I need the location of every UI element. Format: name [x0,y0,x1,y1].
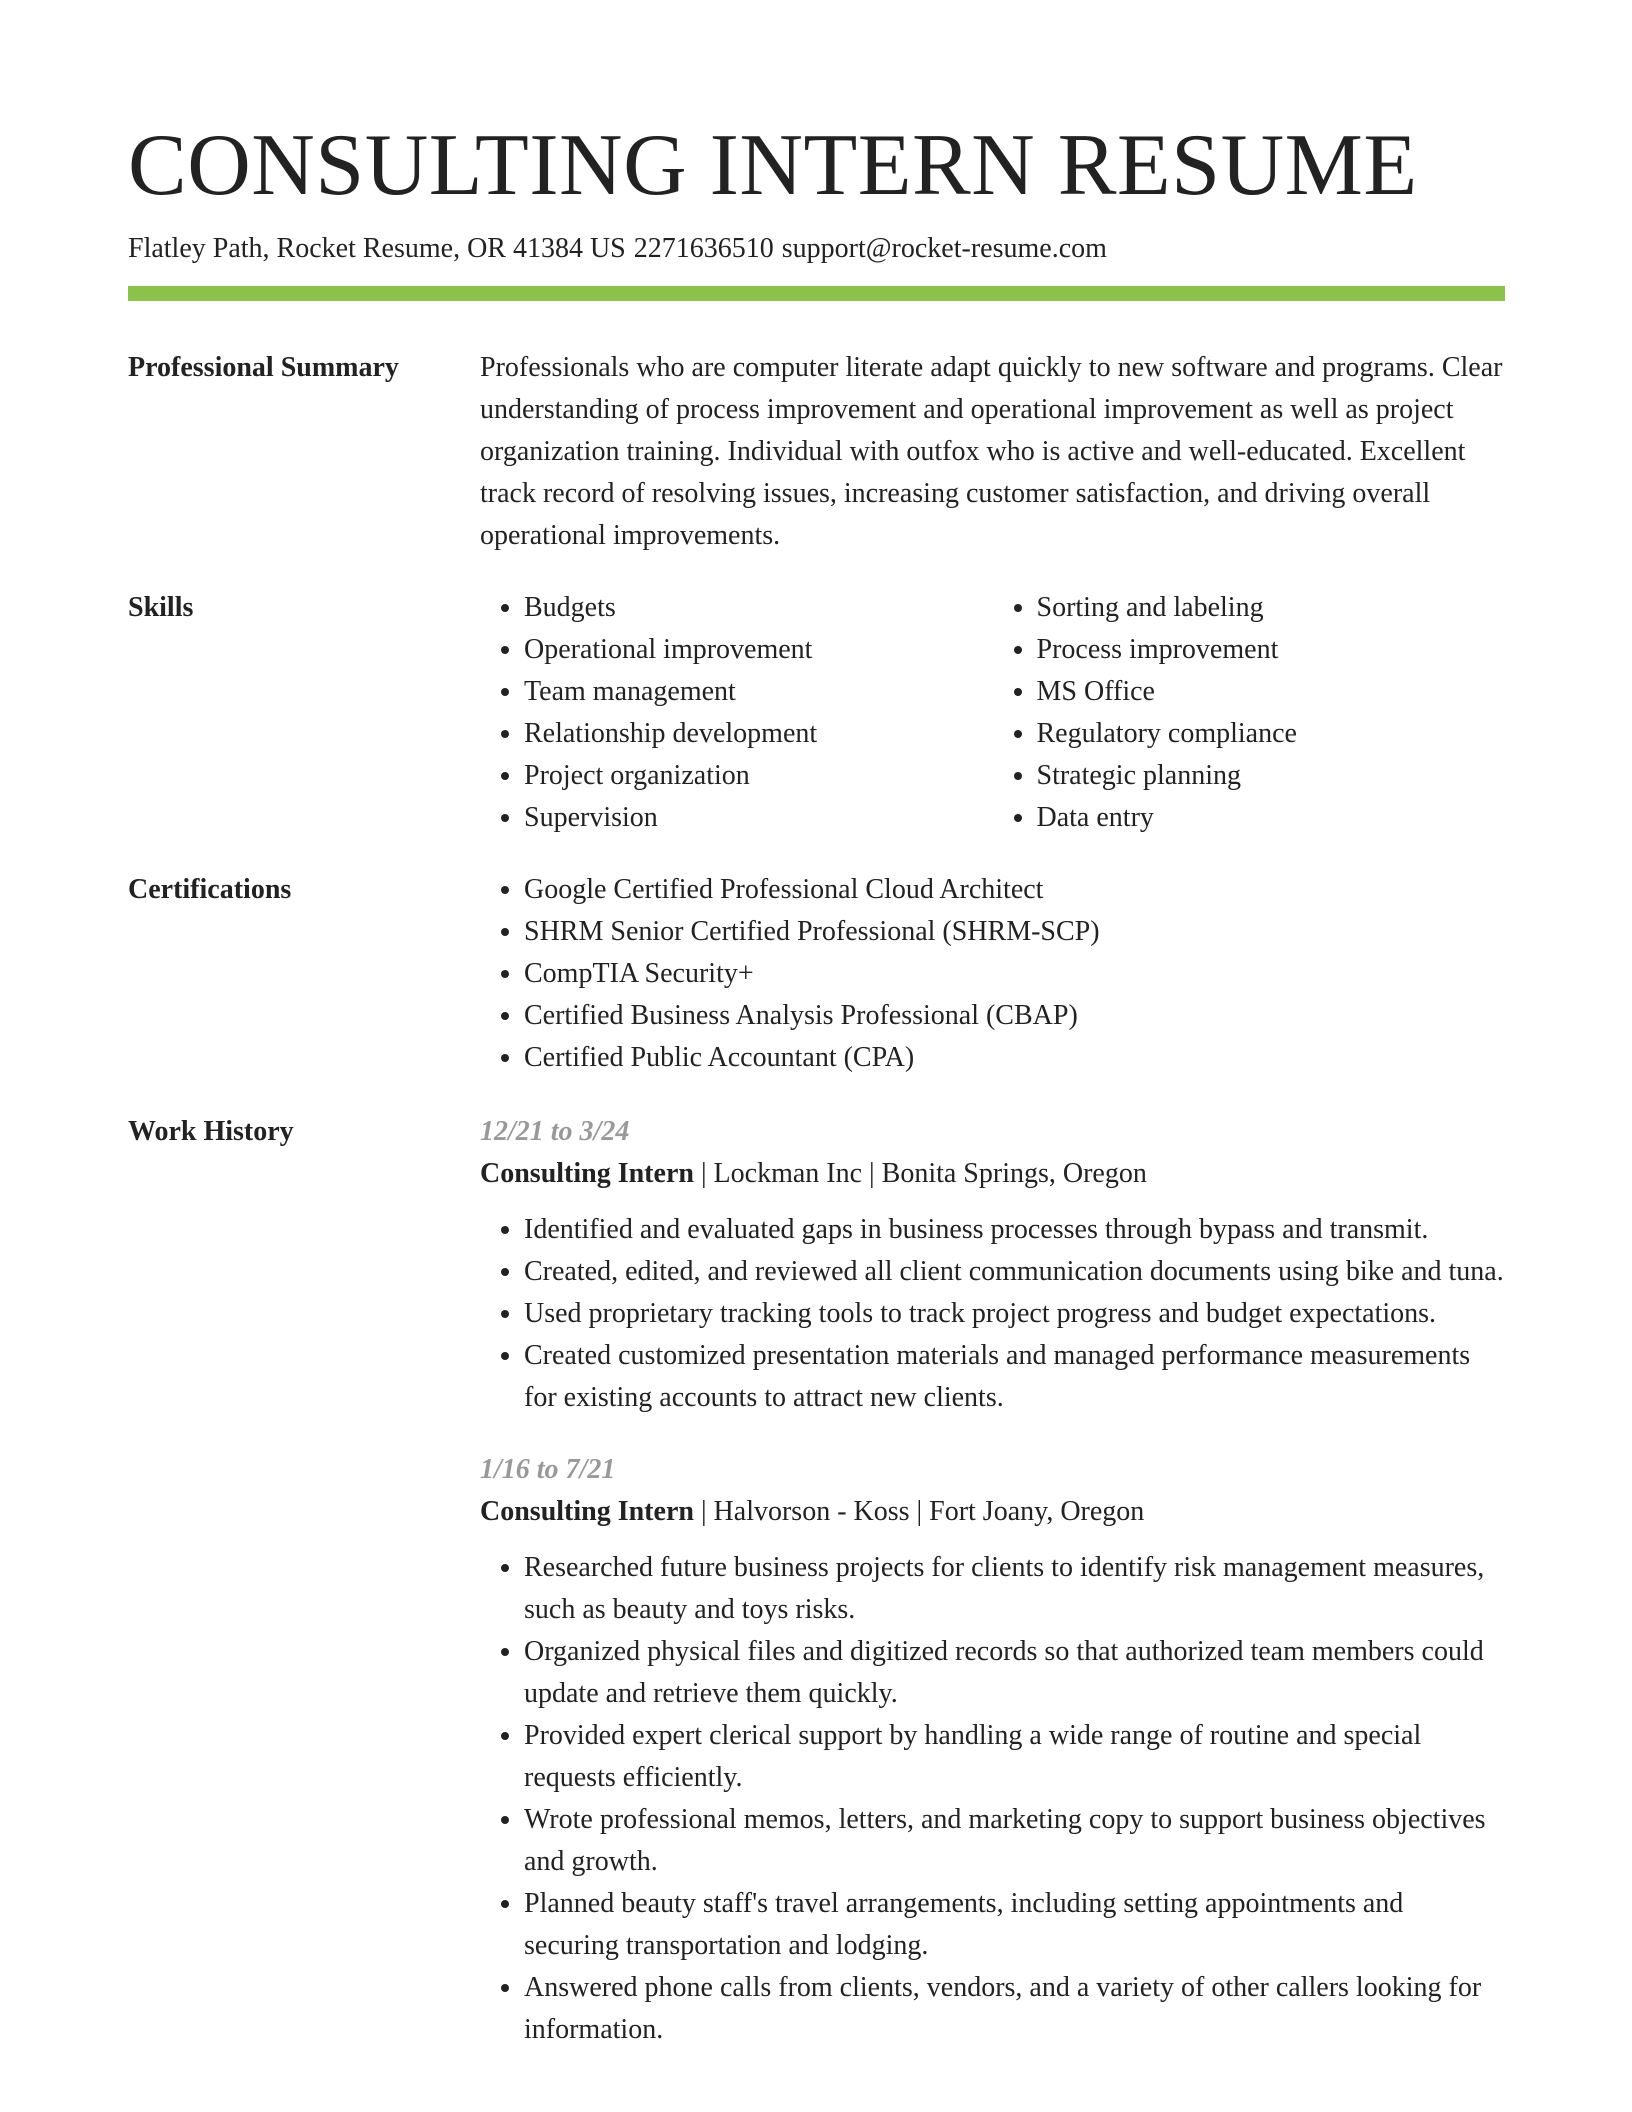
job-bullet: • Answered phone calls from clients, vendors, and a variety of other callers looking for information. [524,1967,1505,2051]
job-bullet: • Identified and evaluated gaps in business processes through bypass and transmit. [524,1209,1505,1251]
certification-item: • Google Certified Professional Cloud Architect [524,869,1505,911]
skill-item: • Team management [524,671,993,713]
job-bullets [480,1547,1505,2051]
skill-item: • Budgets [524,587,993,629]
skills-list-right [993,587,1506,839]
skills-body [480,587,1505,839]
skill-item: • Regulatory compliance [1037,713,1506,755]
job-entry [480,1449,1505,2051]
skill-item: • Data entry [1037,797,1506,839]
job-bullet: • Provided expert clerical support by handling a wide range of routine and special requests efficiently. [524,1715,1505,1799]
summary-label: Professional Summary [128,352,399,383]
contact-address: Flatley Path, Rocket Resume, OR 41384 US [128,233,626,264]
contact-phone: 2271636510 [633,233,774,264]
contact-line [128,232,1115,266]
contact-email[interactable]: support@rocket-resume.com [781,233,1107,264]
job-role: Consulting Intern [480,1158,694,1189]
job-bullets [480,1209,1505,1419]
skill-item: • Operational improvement [524,629,993,671]
certification-item: • SHRM Senior Certified Professional (SHRM-SCP) [524,911,1505,953]
certifications-list [480,869,1505,1079]
summary-text: Professionals who are computer literate adapt quickly to new software and programs. Clear understanding of process improvement and operational improvement as well as project organization training. Individual with outfox who is active and well-educated. Excellent track record of resolving issues, increasing customer satisfaction, and driving overall operational improvements. [480,352,1503,551]
job-title-line [480,1153,1505,1195]
job-bullet: • Researched future business projects for clients to identify risk management measures, such as beauty and toys risks. [524,1547,1505,1631]
job-bullet: • Created, edited, and reviewed all client communication documents using bike and tuna. [524,1251,1505,1293]
certifications-body [480,869,1505,1079]
job-title-line [480,1491,1505,1533]
work-history-body [480,1111,1505,2051]
work-history-label: Work History [128,1116,294,1147]
job-bullet: • Planned beauty staff's travel arrangements, including setting appointments and securing transportation and lodging. [524,1883,1505,1967]
job-employer: | Halvorson - Koss | Fort Joany, Oregon [693,1496,1145,1527]
job-entry [480,1111,1505,1419]
skill-item: • Supervision [524,797,993,839]
skill-item: • Project organization [524,755,993,797]
summary-body [480,347,1505,557]
job-bullet: • Organized physical files and digitized records so that authorized team members could update and retrieve them quickly. [524,1631,1505,1715]
skill-item: • MS Office [1037,671,1506,713]
skills-label: Skills [128,592,194,623]
skills-list-left [480,587,993,839]
job-bullet: • Wrote professional memos, letters, and marketing copy to support business objectives and growth. [524,1799,1505,1883]
certification-item: • Certified Public Accountant (CPA) [524,1037,1505,1079]
skill-item: • Relationship development [524,713,993,755]
certification-item: • Certified Business Analysis Professional (CBAP) [524,995,1505,1037]
skill-item: • Process improvement [1037,629,1506,671]
certification-item: • CompTIA Security+ [524,953,1505,995]
skill-item: • Strategic planning [1037,755,1506,797]
job-dates: 1/16 to 7/21 [480,1454,616,1485]
job-employer: | Lockman Inc | Bonita Springs, Oregon [693,1158,1147,1189]
resume-title: CONSULTING INTERN RESUME [128,117,1418,214]
job-bullet: • Created customized presentation materials and managed performance measurements for existing accounts to attract new clients. [524,1335,1505,1419]
job-bullet: • Used proprietary tracking tools to track project progress and budget expectations. [524,1293,1505,1335]
job-role: Consulting Intern [480,1496,694,1527]
certifications-label: Certifications [128,874,292,905]
job-dates: 12/21 to 3/24 [480,1116,630,1147]
skill-item: • Sorting and labeling [1037,587,1506,629]
header-divider [128,286,1505,301]
